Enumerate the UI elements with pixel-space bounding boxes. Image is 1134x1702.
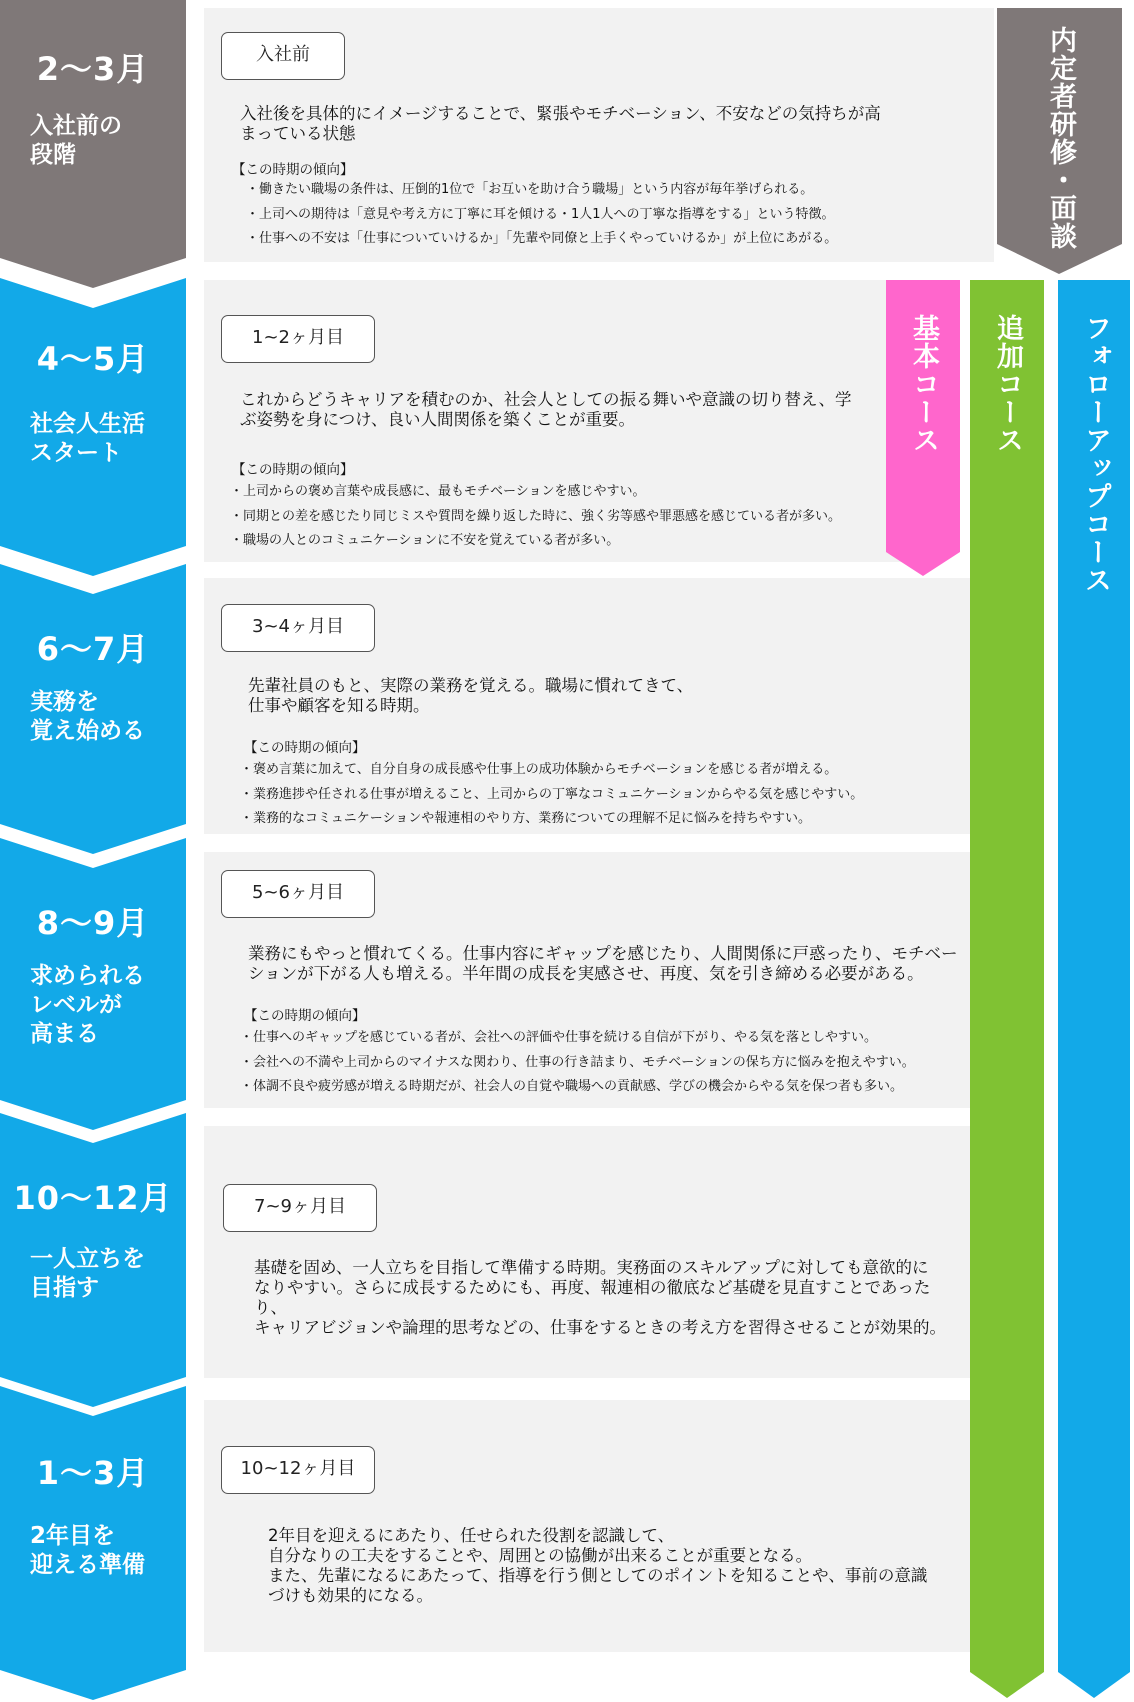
- period-tag: 5~6ヶ月目: [221, 870, 375, 918]
- stage-panel-1: [204, 280, 904, 562]
- band-stage-label: 一人立ちを 目指す: [30, 1246, 145, 1301]
- tendency-item: ・仕事へのギャップを感じている者が、会社への評価や仕事を続ける自信が下がり、やる気を落としやすい。: [240, 1030, 878, 1045]
- stage-panel-4: [204, 1126, 970, 1378]
- stage-panel-3: [204, 852, 970, 1108]
- tendency-item: ・会社への不満や上司からのマイナスな関わり、仕事の行き詰まり、モチベーションの保ち方に悩みを抱えやすい。: [240, 1054, 915, 1070]
- tendency-list: [230, 480, 841, 554]
- band-month: 10〜12月: [13, 1179, 173, 1217]
- interview-course-label: 内定者研修・面談: [1045, 26, 1076, 250]
- stage-description: 業務にもやっと慣れてくる。仕事内容にギャップを感じたり、人間関係に戸惑ったり、モチベー ションが下がる人も増える。半年間の成長を実感させ、再度、気を引き締める必要がある。: [248, 944, 958, 983]
- tendency-item: ・同期との差を感じたり同じミスや質問を繰り返した時に、強く劣等感や罪悪感を感じている者が多い。: [230, 508, 842, 524]
- tendency-title: 【この時期の傾向】: [244, 740, 366, 756]
- stage-description: 2年目を迎えるにあたり、任せられた役割を認識して、 自分なりの工夫をすることや、周囲との協働が出来ることが重要となる。 また、先輩になるにあたって、指導を行う側としてのポイントを知ることや、事前の意識 づけも効果的になる。: [268, 1526, 928, 1605]
- tendency-item: ・業務進捗や任される仕事が増えること、上司からの丁寧なコミュニケーションからやる気を感じやすい。: [240, 786, 864, 802]
- followup-course-label: フォローアップコース: [1080, 314, 1111, 594]
- tendency-item: ・体調不良や疲労感が増える時期だが、社会人の自覚や職場への貢献感、学びの機会からやる気を保つ者も多い。: [240, 1079, 904, 1094]
- period-tag: 10~12ヶ月目: [221, 1446, 375, 1494]
- tendency-item: ・褒め言葉に加えて、自分自身の成長感や仕事上の成功体験からモチベーションを感じる者が増える。: [240, 762, 838, 777]
- band-stage-label: 求められる レベルが 高まる: [30, 963, 145, 1047]
- interview-course-arrow: [997, 8, 1122, 274]
- tendency-item: ・業務的なコミュニケーションや報連相のやり方、業務についての理解不足に悩みを持ちやすい。: [240, 811, 811, 826]
- tendency-list: [240, 1026, 915, 1100]
- band-month: 1〜3月: [36, 1454, 150, 1492]
- additional-course-arrow: [970, 280, 1044, 1698]
- band-stage-label: 2年目を 迎える準備: [30, 1523, 145, 1578]
- tendency-title: 【この時期の傾向】: [244, 1008, 366, 1024]
- period-tag: 3~4ヶ月目: [221, 604, 375, 652]
- stage-band-4: [0, 1113, 186, 1407]
- stage-band-5: [0, 1386, 186, 1701]
- basic-course-label: 基本コース: [908, 314, 939, 454]
- period-tag: 入社前: [221, 32, 345, 80]
- stage-panel-2: [204, 578, 970, 834]
- tendency-list: [246, 178, 837, 252]
- period-tag: 7~9ヶ月目: [223, 1184, 377, 1232]
- stage-band-2: [0, 564, 186, 854]
- period-tag: 1~2ヶ月目: [221, 315, 375, 363]
- tendency-item: ・上司からの褒め言葉や成長感に、最もモチベーションを感じやすい。: [230, 484, 646, 499]
- stage-description: これからどうキャリアを積むのか、社会人としての振る舞いや意識の切り替え、学 ぶ姿勢を身につけ、良い人間関係を築くことが重要。: [240, 390, 852, 429]
- tendency-list: [240, 758, 863, 832]
- stage-band-3: [0, 838, 186, 1130]
- band-month: 2〜3月: [36, 50, 150, 88]
- band-stage-label: 入社前の 段階: [30, 113, 122, 168]
- followup-course-arrow: [1058, 280, 1130, 1698]
- band-stage-label: 社会人生活 スタート: [30, 411, 145, 466]
- stage-description: 入社後を具体的にイメージすることで、緊張やモチベーション、不安などの気持ちが高 まっている状態: [240, 104, 881, 143]
- tendency-item: ・上司への期待は「意見や考え方に丁寧に耳を傾ける・1人1人への丁寧な指導をする」という特徴。: [246, 206, 835, 222]
- stage-band-0: [0, 0, 186, 288]
- band-stage-label: 実務を 覚え始める: [30, 689, 145, 744]
- stage-band-1: [0, 278, 186, 578]
- stage-description: 先輩社員のもと、実際の業務を覚える。職場に慣れてきて、 仕事や顧客を知る時期。: [248, 676, 694, 715]
- band-month: 6〜7月: [36, 630, 150, 668]
- tendency-item: ・職場の人とのコミュニケーションに不安を覚えている者が多い。: [230, 533, 620, 548]
- additional-course-label: 追加コース: [992, 314, 1023, 454]
- tendency-title: 【この時期の傾向】: [232, 162, 354, 178]
- tendency-item: ・働きたい職場の条件は、圧倒的1位で「お互いを助け合う職場」という内容が毎年挙げられる。: [246, 182, 814, 197]
- stage-description: 基礎を固め、一人立ちを目指して準備する時期。実務面のスキルアップに対しても意欲的に なりやすい。さらに成長するためにも、再度、報連相の徹底など基礎を見直すことであったり、 キャリアビジョンや論理的思考などの、仕事をするときの考え方を習得させることが効果的。: [254, 1258, 947, 1337]
- stage-panel-0: [204, 8, 994, 262]
- band-month: 8〜9月: [36, 904, 150, 942]
- basic-course-arrow: [886, 280, 960, 576]
- tendency-item: ・仕事への不安は「仕事についていけるか」「先輩や同僚と上手くやっていけるか」が上位にあがる。: [246, 231, 838, 246]
- band-month: 4〜5月: [36, 340, 150, 378]
- arrow-shape: [970, 280, 1044, 1698]
- stage-panel-5: [204, 1400, 970, 1652]
- tendency-title: 【この時期の傾向】: [232, 462, 354, 478]
